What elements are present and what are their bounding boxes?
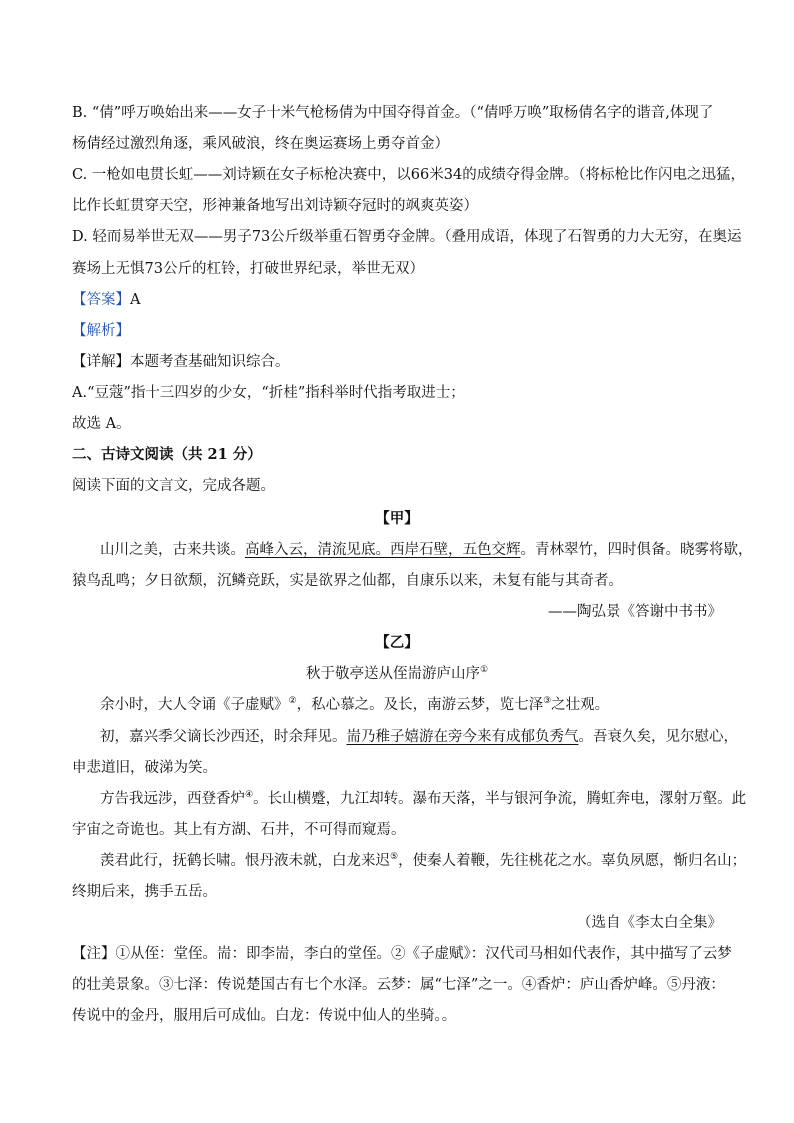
passage-yi-p2-line-2: 申悲道旧，破涕为笑。: [72, 760, 217, 776]
option-c-line-2: 比作长虹贯穿天空，形神兼备地写出刘诗颖夺冠时的飒爽英姿）: [72, 198, 478, 214]
yi-p1-text-b: ，私心慕之。及长，南游云梦，览七泽: [296, 697, 544, 713]
option-d-line-1: D. 轻而易举世无双——男子73公斤级举重石智勇夺金牌。（叠用成语，体现了石智勇的力大无穷，在奥运: [72, 229, 742, 245]
option-b-line-1: B. “倩”呼万唤始出来——女子十米气枪杨倩为中国夺得首金。（“倩呼万唤”取杨倩名字的谐音,体现了: [72, 105, 714, 121]
passage-yi-label: 【乙】: [375, 634, 419, 651]
yi-p1-note-marker: ②: [288, 696, 297, 706]
yi-p1-note-marker-2: ③: [543, 696, 552, 706]
passage-yi-p4-line-2: 终期后来，携手五岳。: [72, 884, 217, 900]
yi-p3-text-a: 方告我远涉，西登香炉: [100, 791, 245, 807]
yi-p2-text-a: 初，嘉兴季父谪长沙西还，时余拜见。: [100, 729, 347, 745]
yi-p4-text-b: ，使秦人着鞭，先往桃花之水。辜负夙愿，惭归名山；: [398, 853, 747, 869]
passage-yi-p3-line-2: 宇宙之奇诡也。其上有方湖、石井，不可得而窥焉。: [72, 822, 406, 838]
yi-p4-text-a: 羡君此行，抚鹤长啸。恨丹液未就，白龙来迟: [100, 853, 390, 869]
option-b-line-2: 杨倩经过激烈角逐，乘风破浪，终在奥运赛场上勇夺首金）: [72, 136, 449, 152]
option-d-line-2: 赛场上无惧73公斤的杠铃，打破世界纪录，举世无双）: [72, 261, 424, 277]
detail-line-2: A.“豆蔻”指十三四岁的少女，“折桂”指科举时代指考取进士；: [72, 385, 465, 401]
passage-yi-p4: [100, 851, 750, 871]
answer-tag: 【答案】: [72, 292, 130, 308]
yi-title-note-marker: ①: [479, 665, 489, 675]
yi-p1-text-c: 之壮观。: [551, 697, 610, 713]
notes-tag: 【注】: [72, 946, 116, 962]
analysis-tag: 【解析】: [72, 323, 130, 339]
analysis-line: [72, 321, 722, 341]
notes-text-1: ①从侄：堂侄。耑：即李耑，李白的堂侄。②《子虚赋》：汉代司马相如代表作，其中描写了云梦: [115, 946, 732, 962]
jia-text-b: 。青林翠竹，四时俱备。晓雾将歇，: [520, 542, 753, 558]
notes-line-3: 传说中的金丹，服用后可成仙。白龙：传说中仙人的坐骑。。: [72, 1008, 457, 1024]
answer-line: [72, 290, 722, 310]
jia-text-a: 山川之美，古来共谈。: [100, 542, 245, 558]
detail-line-3: 故选 A。: [72, 416, 131, 432]
passage-yi-p1: [100, 695, 750, 715]
notes-line-1: [72, 944, 732, 964]
answer-value: A: [130, 292, 141, 308]
yi-p3-text-b: 。长山横蹙，九江却转。瀑布天落，半与银河争流，腾虹奔电，潈射万壑。此: [253, 791, 747, 807]
passage-jia-line-2: 猿鸟乱鸣；夕日欲颓，沉鳞竞跃，实是欲界之仙都，自康乐以来，未复有能与其奇者。: [72, 573, 623, 589]
passage-jia-source: ——陶弘景《答谢中书书》: [548, 604, 722, 620]
passage-yi-p3: [100, 789, 750, 809]
yi-p1-text-a: 余小时，大人令诵《子虚赋》: [100, 697, 289, 713]
yi-p2-text-b: 。吾衰久矣，见尔慰心，: [578, 729, 738, 745]
jia-underlined-text: 高峰入云，清流见底。西岸石壁，五色交辉: [245, 542, 521, 558]
passage-yi-p2: [100, 727, 750, 747]
option-c-line-1: C. 一枪如电贯长虹——刘诗颖在女子标枪决赛中，以66米34的成绩夺得金牌。（将标枪比作闪电之迅猛，: [72, 167, 745, 183]
yi-p4-note-marker: ⑤: [390, 852, 399, 862]
yi-underlined-text: 耑乃稚子嬉游在旁今来有成郁负秀气: [346, 729, 579, 745]
detail-line-1: 【详解】本题考查基础知识综合。: [72, 354, 290, 370]
yi-p3-note-marker: ④: [245, 790, 254, 800]
notes-line-2: 的壮美景象。③七泽：传说楚国古有七个水泽。云梦：属“七泽”之一。④香炉：庐山香炉峰。⑤丹液：: [72, 977, 725, 993]
section-instruction: 阅读下面的文言文，完成各题。: [72, 478, 275, 494]
section-heading: 二、古诗文阅读（共 21 分）: [72, 446, 262, 463]
passage-jia-line-1: [100, 540, 753, 560]
passage-jia-label: 【甲】: [375, 510, 419, 527]
passage-yi-source: （选自《李太白全集》: [577, 915, 722, 931]
yi-title-text: 秋于敬亭送从侄耑游庐山序: [305, 666, 480, 682]
passage-yi-title: [72, 664, 722, 684]
